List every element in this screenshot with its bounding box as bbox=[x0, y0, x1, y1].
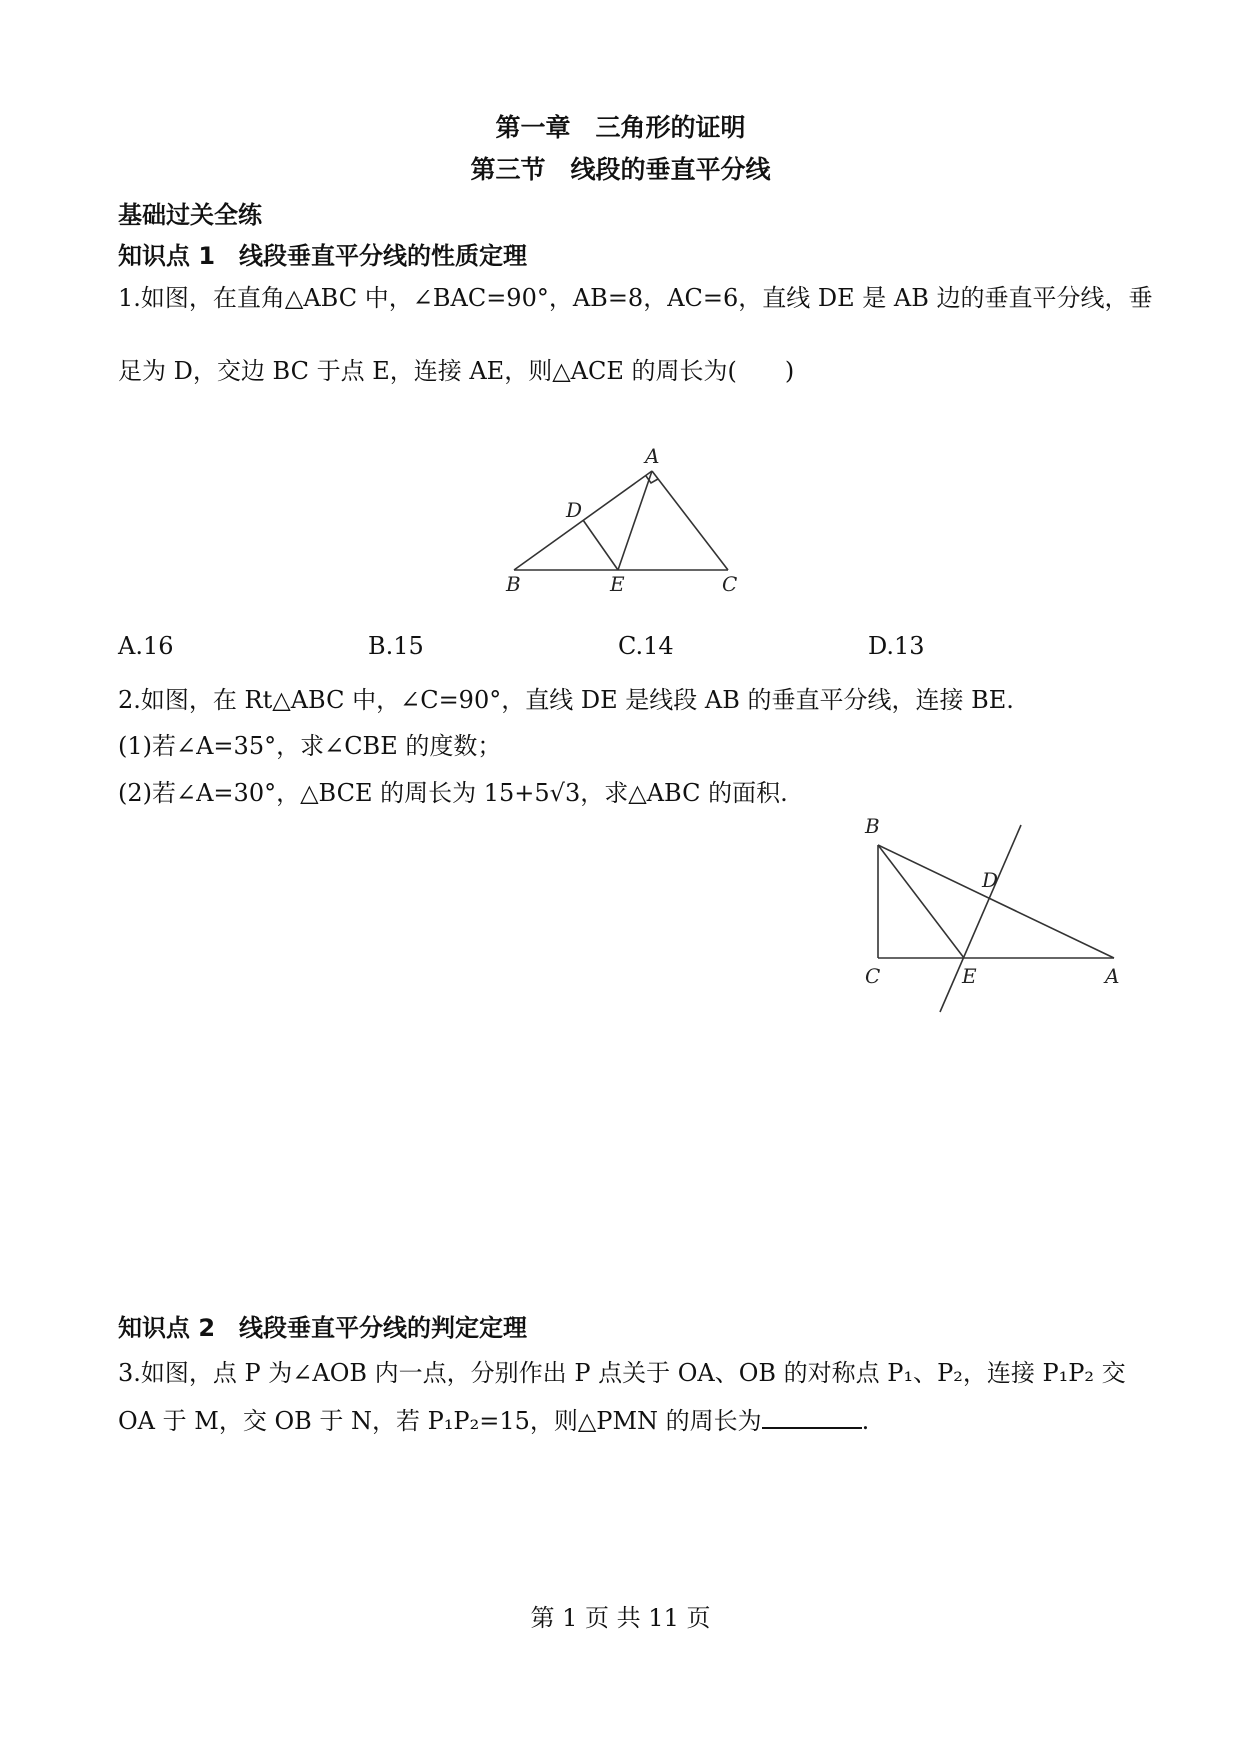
q2-label-A: A bbox=[1105, 964, 1120, 988]
q1-label-C: C bbox=[722, 572, 738, 596]
q2-label-D: D bbox=[982, 868, 999, 892]
q1-label-B: B bbox=[506, 572, 521, 596]
q3-text-line2-body: OA 于 M，交 OB 于 N，若 P₁P₂=15，则△PMN 的周长为 bbox=[118, 1407, 762, 1435]
knowledge-point-1-heading: 知识点 1 线段垂直平分线的性质定理 bbox=[118, 242, 528, 270]
q1-option-a[interactable]: A.16 bbox=[118, 632, 174, 660]
q1-segment-DE bbox=[583, 520, 618, 570]
q2-label-E: E bbox=[962, 964, 977, 988]
q3-text-line2 bbox=[118, 1401, 869, 1436]
q2-line-DE bbox=[940, 825, 1021, 1012]
q3-text-line2-end: . bbox=[861, 1407, 870, 1435]
q1-label-D: D bbox=[566, 498, 583, 522]
q1-text-line1: 1.如图，在直角△ABC 中，∠BAC=90°，AB=8，AC=6，直线 DE 是 AB 边的垂直平分线，垂 bbox=[118, 284, 1153, 312]
q1-segment-AE bbox=[618, 471, 652, 570]
q1-option-c[interactable]: C.14 bbox=[618, 632, 674, 660]
q2-label-B: B bbox=[865, 814, 880, 838]
q1-option-b[interactable]: B.15 bbox=[368, 632, 424, 660]
q3-text-line1: 3.如图，点 P 为∠AOB 内一点，分别作出 P 点关于 OA、OB 的对称点 P₁、P₂，连接 P₁P₂ 交 bbox=[118, 1359, 1126, 1387]
q1-option-d[interactable]: D.13 bbox=[868, 632, 925, 660]
q1-label-A: A bbox=[645, 444, 660, 468]
q3-answer-blank[interactable] bbox=[762, 1405, 862, 1429]
q1-label-E: E bbox=[610, 572, 625, 596]
page-footer: 第 1 页 共 11 页 bbox=[530, 1604, 711, 1632]
q1-segment-AC bbox=[652, 471, 728, 570]
q2-segment-BA bbox=[878, 845, 1114, 958]
q2-segment-BE bbox=[878, 845, 964, 958]
q1-figure bbox=[500, 445, 760, 595]
q2-text-line1: 2.如图，在 Rt△ABC 中，∠C=90°，直线 DE 是线段 AB 的垂直平分线，连接 BE. bbox=[118, 686, 1014, 714]
q2-part1: (1)若∠A=35°，求∠CBE 的度数； bbox=[118, 732, 502, 760]
q2-label-C: C bbox=[865, 964, 881, 988]
knowledge-point-2-heading: 知识点 2 线段垂直平分线的判定定理 bbox=[118, 1314, 528, 1342]
q1-text-line2: 足为 D，交边 BC 于点 E，连接 AE，则△ACE 的周长为( ) bbox=[118, 357, 795, 385]
section-label: 基础过关全练 bbox=[118, 201, 262, 229]
section-title: 第三节 线段的垂直平分线 bbox=[470, 155, 771, 184]
q2-figure bbox=[860, 815, 1130, 1025]
chapter-title: 第一章 三角形的证明 bbox=[495, 113, 746, 142]
q2-part2: (2)若∠A=30°，△BCE 的周长为 15+5√3，求△ABC 的面积. bbox=[118, 779, 788, 807]
